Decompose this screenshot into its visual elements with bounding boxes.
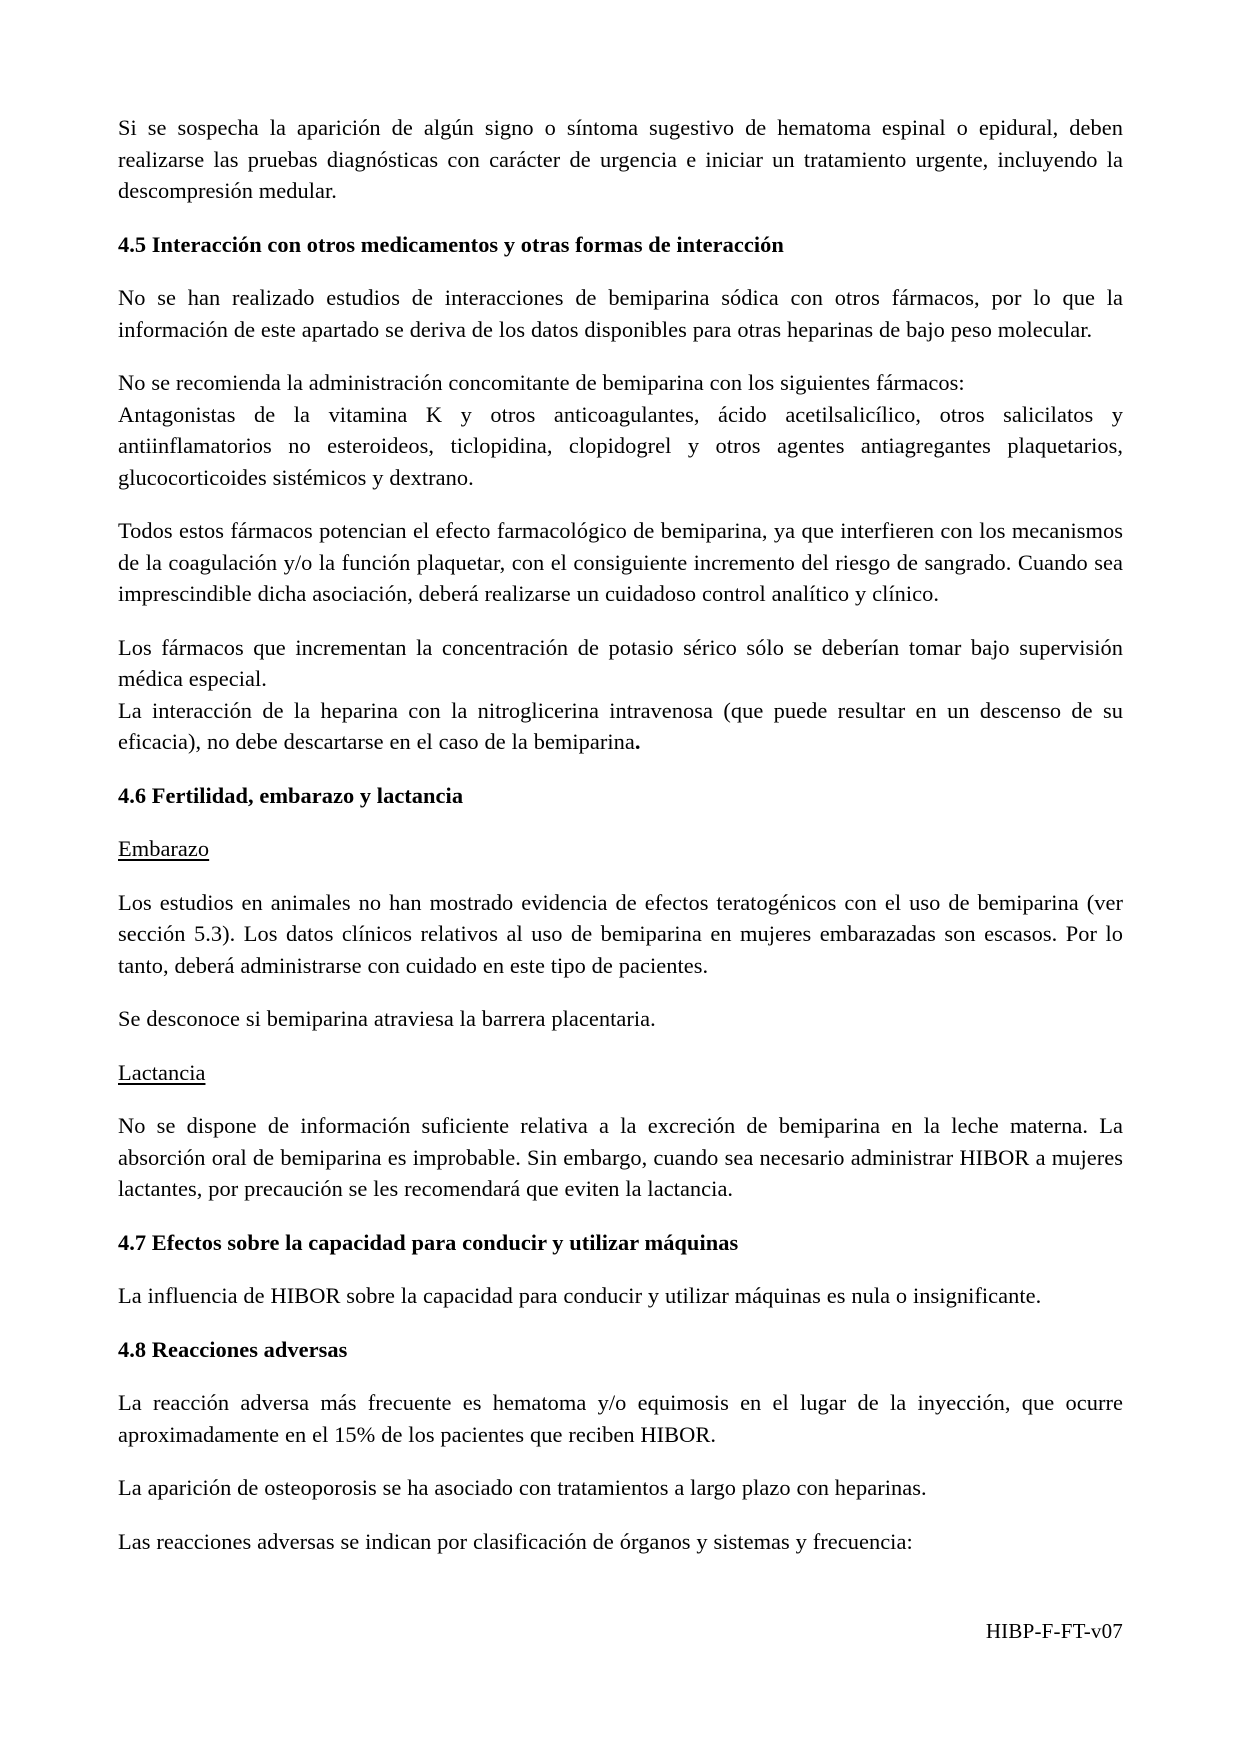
subheading-lactancia: Lactancia [118,1059,206,1085]
section-4-7-paragraph-1: La influencia de HIBOR sobre la capacidad para conducir y utilizar máquinas es nula o insignificante. [118,1283,1042,1308]
lactancia-paragraph-1: No se dispone de información suficiente relativa a la excreción de bemiparina en la leche materna. La absorción oral de bemiparina es improbable. Sin embargo, cuando sea necesario administrar HIBOR a mujeres lactantes, por precaución se les recomendará que eviten la lactancia. [118,1113,1123,1201]
section-4-5-paragraph-2-list: Antagonistas de la vitamina K y otros anticoagulantes, ácido acetilsalicílico, otros salicilatos y antiinflamatorios no esteroideos, ticlopidina, clopidogrel y otros agentes antiagregantes plaquetarios, glucocorticoides sistémicos y dextrano. [118,401,1123,490]
section-4-5-paragraph-4a: Los fármacos que incrementan la concentración de potasio sérico sólo se deberían tomar bajo supervisión médica especial. [118,634,1123,691]
section-4-5-paragraph-4b-text: La interacción de la heparina con la nitroglicerina intravenosa (que puede resultar en un descenso de su eficacia), no debe descartarse en el caso de la bemiparina [118,697,1123,754]
document-content [118,112,1123,1579]
section-4-5-paragraph-4b [118,695,1123,758]
section-4-5-paragraph-2-block [118,367,1123,493]
section-4-5-paragraph-1: No se han realizado estudios de interacciones de bemiparina sódica con otros fármacos, por lo que la información de este apartado se deriva de los datos disponibles para otras heparinas de bajo peso molecular. [118,285,1123,342]
section-4-5-paragraph-4b-period: . [634,729,641,754]
section-4-8-paragraph-1: La reacción adversa más frecuente es hematoma y/o equimosis en el lugar de la inyección, que ocurre aproximadamente en el 15% de los pacientes que reciben HIBOR. [118,1390,1123,1447]
section-4-5-paragraph-2-lead: No se recomienda la administración concomitante de bemiparina con los siguientes fármacos: [118,370,965,395]
section-4-8-paragraph-2: La aparición de osteoporosis se ha asociado con tratamientos a largo plazo con heparinas. [118,1475,927,1500]
section-heading-4-6: 4.6 Fertilidad, embarazo y lactancia [118,782,464,808]
subheading-embarazo: Embarazo [118,836,210,861]
footer-document-code: HIBP-F-FT-v07 [985,1619,1123,1643]
embarazo-paragraph-2: Se desconoce si bemiparina atraviesa la barrera placentaria. [118,1006,656,1031]
embarazo-paragraph-1: Los estudios en animales no han mostrado evidencia de efectos teratogénicos con el uso de bemiparina (ver sección 5.3). Los datos clínicos relativos al uso de bemiparina en mujeres embarazadas son escasos. Por lo tanto, deberá administrarse con cuidado en este tipo de pacientes. [118,889,1123,978]
section-4-5-paragraph-4-block [118,632,1123,758]
section-4-8-paragraph-3: Las reacciones adversas se indican por clasificación de órganos y sistemas y frecuencia: [118,1528,913,1554]
section-heading-4-7: 4.7 Efectos sobre la capacidad para conducir y utilizar máquinas [118,1229,739,1255]
section-heading-4-8: 4.8 Reacciones adversas [118,1336,348,1362]
section-4-5-paragraph-3: Todos estos fármacos potencian el efecto farmacológico de bemiparina, ya que interfieren con los mecanismos de la coagulación y/o la función plaquetar, con el consiguiente incremento del riesgo de sangrado. Cuando sea imprescindible dicha asociación, deberá realizarse un cuidadoso control analítico y clínico. [118,518,1123,606]
section-heading-4-5: 4.5 Interacción con otros medicamentos y otras formas de interacción [118,231,784,257]
intro-paragraph: Si se sospecha la aparición de algún signo o síntoma sugestivo de hematoma espinal o epidural, deben realizarse las pruebas diagnósticas con carácter de urgencia e iniciar un tratamiento urgente, incluyendo la descompresión medular. [118,115,1123,203]
